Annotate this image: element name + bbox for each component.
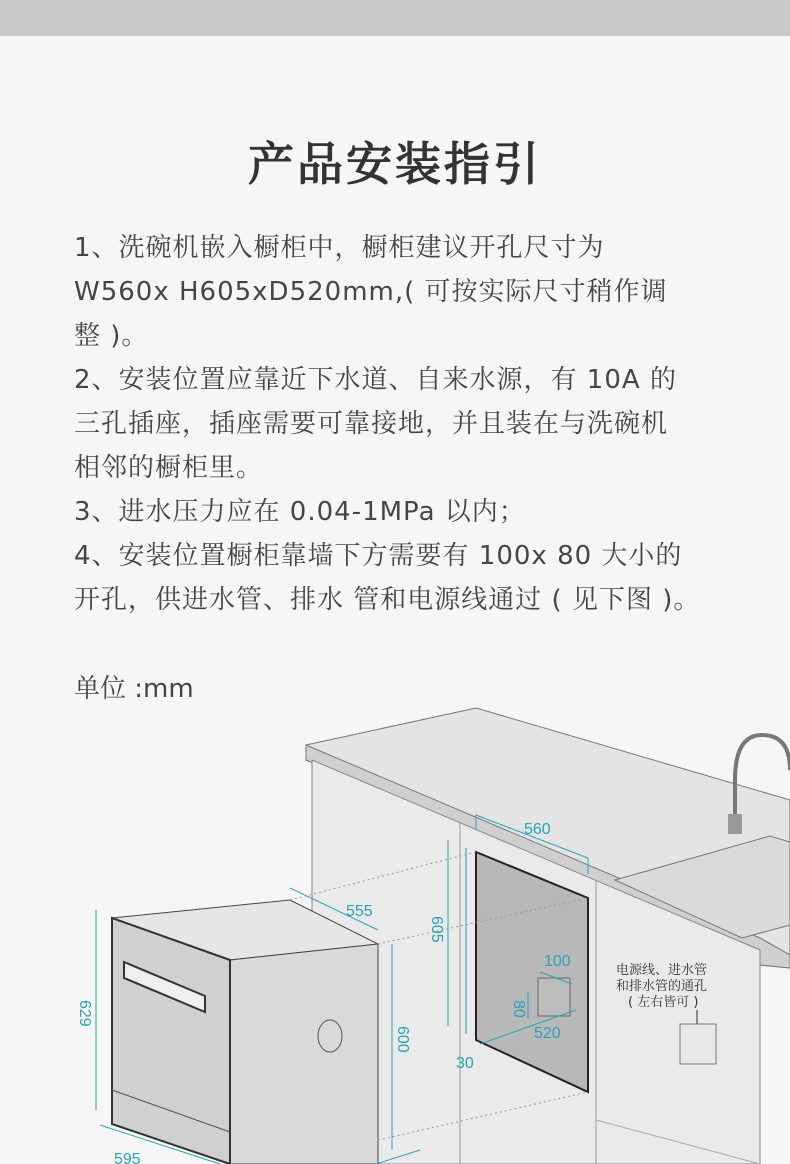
hole-note-line: 和排水管的通孔 xyxy=(616,979,708,994)
dim-gap: 30 xyxy=(456,1055,474,1072)
instruction-line: 2、安装位置应靠近下水道、自来水源，有 10A 的 xyxy=(74,365,677,395)
page-title: 产品安装指引 xyxy=(248,137,542,191)
dim-hole-w: 100 xyxy=(544,953,571,970)
dim-dw-width: 595 xyxy=(114,1151,141,1164)
dim-dw-depth: 555 xyxy=(346,903,373,920)
socket-panel xyxy=(680,1024,716,1064)
installation-diagram xyxy=(0,700,790,1164)
instruction-line: 3、进水压力应在 0.04-1MPa 以内； xyxy=(74,497,526,527)
dim-dw-height-body: 600 xyxy=(394,1026,411,1053)
dim-cab-width: 560 xyxy=(524,821,551,838)
instruction-line: 4、安装位置橱柜靠墙下方需要有 100x 80 大小的 xyxy=(74,541,683,571)
instruction-line: 整 )。 xyxy=(74,321,149,351)
dim-hole-h: 80 xyxy=(510,1000,527,1018)
dishwasher-side xyxy=(230,944,378,1164)
dim-dw-height-total: 629 xyxy=(76,1000,93,1027)
hole-note-line: ( 左右皆可 ) xyxy=(628,995,699,1010)
instruction-line: 相邻的橱柜里。 xyxy=(74,453,264,483)
dim-cab-height: 605 xyxy=(428,916,445,943)
instruction-line: 开孔，供进水管、排水 管和电源线通过 ( 见下图 )。 xyxy=(74,585,701,615)
top-band xyxy=(0,0,790,36)
unit-label: 单位 :mm xyxy=(74,674,194,704)
pipe-hole xyxy=(538,978,570,1016)
instruction-line: 1、洗碗机嵌入橱柜中，橱柜建议开孔尺寸为 xyxy=(74,233,605,263)
instruction-line: W560x H605xD520mm,( 可按实际尺寸稍作调 xyxy=(74,277,668,307)
dim-cab-depth: 520 xyxy=(534,1025,561,1042)
dishwasher-front xyxy=(112,918,230,1164)
instruction-line: 三孔插座，插座需要可靠接地，并且装在与洗碗机 xyxy=(74,409,669,439)
instructions xyxy=(74,226,724,622)
hole-note-line: 电源线、进水管 xyxy=(616,963,708,978)
